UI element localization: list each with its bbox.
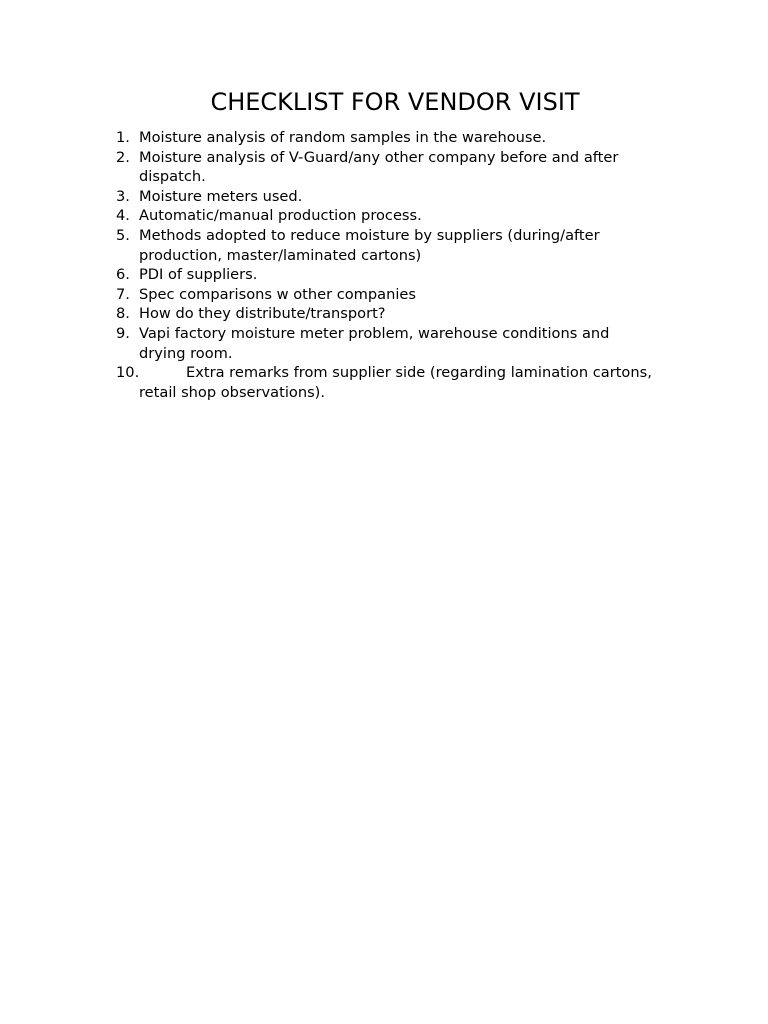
- item-text: Moisture analysis of random samples in the warehouse.: [139, 129, 547, 146]
- item-text: Vapi factory moisture meter problem, warehouse conditions and drying room.: [139, 324, 610, 362]
- item-text: Moisture meters used.: [139, 187, 303, 205]
- list-item: [116, 206, 656, 226]
- item-number: 9.: [116, 324, 130, 342]
- list-item: [116, 285, 656, 305]
- item-text: Extra remarks from supplier side (regarding lamination cartons, retail shop observations).: [139, 364, 652, 401]
- item-number: 8.: [116, 305, 130, 323]
- list-item: [116, 363, 656, 402]
- list-item: [116, 324, 656, 363]
- list-item: [116, 265, 656, 285]
- list-item: [116, 304, 656, 324]
- list-item: [116, 187, 656, 207]
- item-text: PDI of suppliers.: [139, 266, 258, 284]
- list-item: [116, 148, 656, 187]
- item-text: Moisture analysis of V-Guard/any other company before and after dispatch.: [139, 148, 619, 186]
- document-title: CHECKLIST FOR VENDOR VISIT: [210, 88, 580, 116]
- item-number: 3.: [116, 187, 130, 205]
- item-number: 1.: [116, 129, 130, 146]
- item-number: 7.: [116, 285, 130, 303]
- item-number: 5.: [116, 226, 130, 244]
- checklist: [116, 128, 656, 402]
- item-text: Methods adopted to reduce moisture by suppliers (during/after production, master/laminated cartons): [139, 226, 600, 264]
- item-text: Spec comparisons w other companies: [139, 285, 416, 303]
- item-number: 2.: [116, 148, 130, 166]
- item-number: 10.: [116, 364, 140, 382]
- item-text: How do they distribute/transport?: [139, 305, 386, 323]
- item-number: 6.: [116, 266, 130, 284]
- list-item: [116, 128, 656, 148]
- item-number: 4.: [116, 207, 130, 225]
- item-text: Automatic/manual production process.: [139, 207, 422, 225]
- list-item: [116, 226, 656, 265]
